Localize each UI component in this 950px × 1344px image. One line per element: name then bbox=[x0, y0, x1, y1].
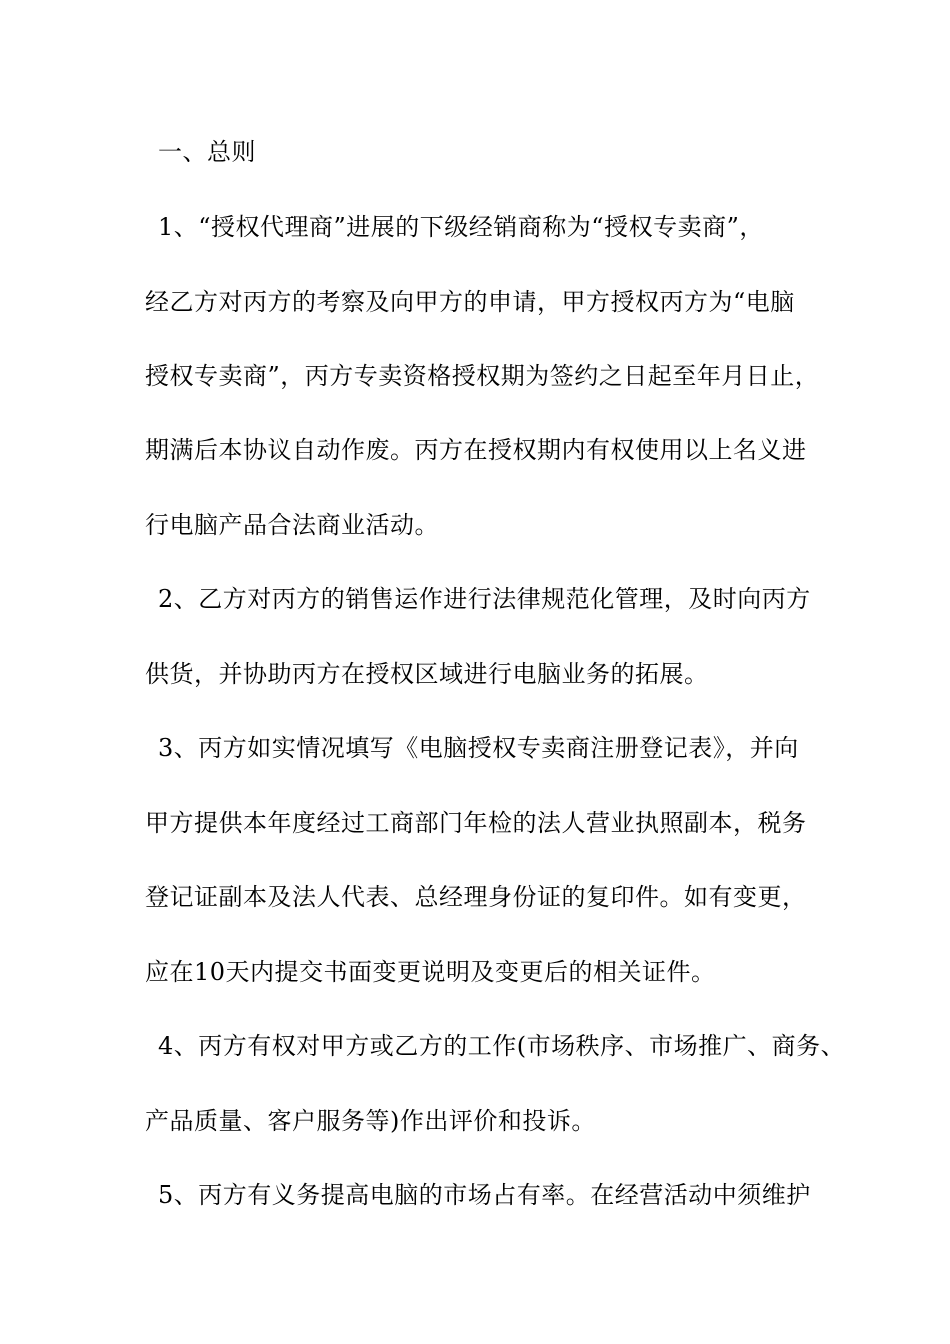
paragraph-line-12: 4、丙方有权对甲方或乙方的工作(市场秩序、市场推广、商务、 bbox=[158, 1032, 846, 1060]
paragraph-line-6: 2、乙方对丙方的销售运作进行法律规范化管理，及时向丙方 bbox=[158, 585, 811, 613]
paragraph-line-13: 产品质量、客户服务等)作出评价和投诉。 bbox=[145, 1107, 596, 1135]
paragraph-line-8: 3、丙方如实情况填写《电脑授权专卖商注册登记表》，并向 bbox=[158, 734, 799, 762]
paragraph-line-14: 5、丙方有义务提高电脑的市场占有率。在经营活动中须维护 bbox=[158, 1181, 811, 1209]
paragraph-line-3: 授权专卖商”，丙方专卖资格授权期为签约之日起至年月日止， bbox=[145, 362, 820, 390]
paragraph-line-2: 经乙方对丙方的考察及向甲方的申请，甲方授权丙方为“电脑 bbox=[145, 288, 795, 316]
paragraph-line-11: 应在10天内提交书面变更说明及变更后的相关证件。 bbox=[145, 958, 716, 986]
paragraph-line-5: 行电脑产品合法商业活动。 bbox=[145, 511, 439, 539]
paragraph-line-7: 供货，并协助丙方在授权区域进行电脑业务的拓展。 bbox=[145, 660, 709, 688]
paragraph-line-4: 期满后本协议自动作废。丙方在授权期内有权使用以上名义进 bbox=[145, 436, 807, 464]
section-heading: 一、总则 bbox=[158, 138, 256, 166]
paragraph-line-1: 1、“授权代理商”进展的下级经销商称为“授权专卖商”， bbox=[158, 213, 764, 241]
paragraph-line-10: 登记证副本及法人代表、总经理身份证的复印件。如有变更， bbox=[145, 883, 807, 911]
paragraph-line-9: 甲方提供本年度经过工商部门年检的法人营业执照副本，税务 bbox=[145, 809, 807, 837]
